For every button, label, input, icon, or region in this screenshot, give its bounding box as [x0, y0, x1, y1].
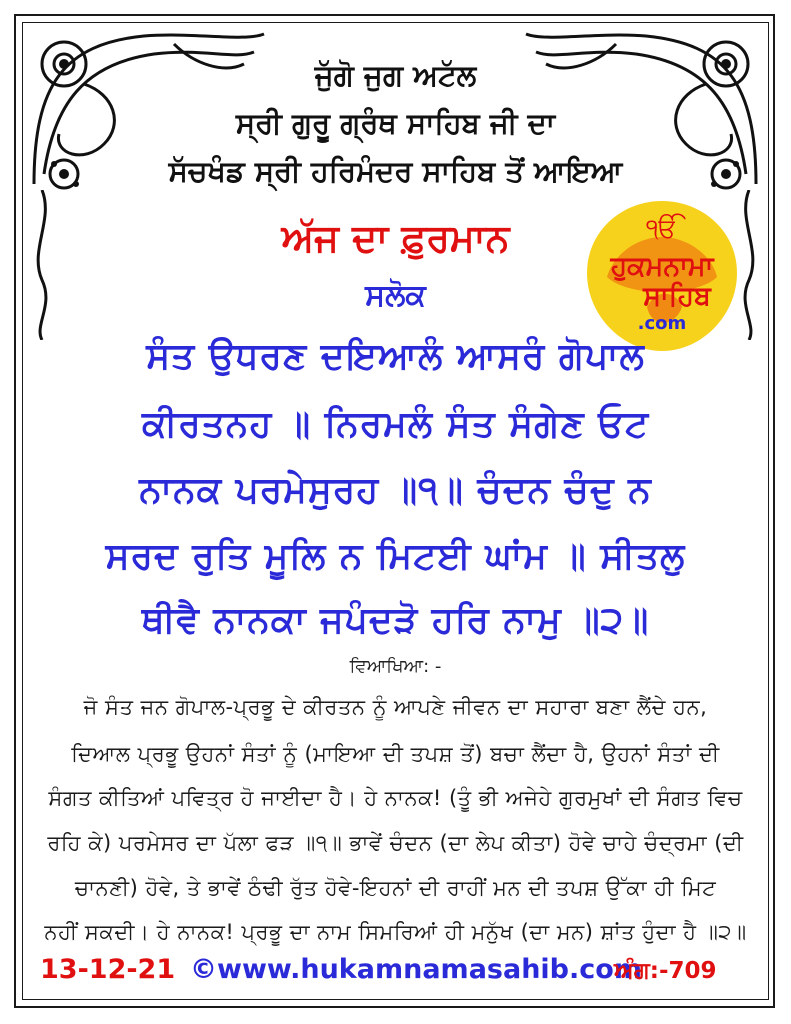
logo-text-2: ਸਾਹਿਬ — [643, 281, 711, 312]
footer-ang-number: ਅੰਗ:-709 — [614, 958, 717, 984]
header-line-3: ਸੱਚਖੰਡ ਸ੍ਰੀ ਹਰਿਮੰਦਰ ਸਾਹਿਬ ਤੋਂ ਆਇਆ — [168, 154, 623, 188]
header-line-2: ਸ੍ਰੀ ਗੁਰੂ ਗ੍ਰੰਥ ਸਾਹਿਬ ਜੀ ਦਾ — [235, 106, 556, 140]
footer-website-link[interactable]: ©www.hukamnamasahib.com — [190, 954, 642, 985]
verse-line-5: ਥੀਵੈ ਨਾਨਕਾ ਜਪੰਦੜੋ ਹਰਿ ਨਾਮੁ ॥੨॥ — [141, 600, 650, 641]
explanation-heading: ਵਿਆਖਿਆ: - — [349, 656, 442, 677]
verse-line-3: ਨਾਨਕ ਪਰਮੇਸੁਰਹ ॥੧॥ ਚੰਦਨ ਚੰਦੁ ਨ — [139, 470, 652, 511]
header-line-1: ਜੁੱਗੋ ਜੁਗ ਅਟੱਲ — [314, 58, 477, 92]
verse-line-1: ਸੰਤ ਉਧਰਣ ਦਇਆਲੰ ਆਸਰੰ ਗੋਪਾਲ — [146, 336, 645, 377]
verse-line-4: ਸਰਦ ਰੁਤਿ ਮੂਲਿ ਨ ਮਿਟਈ ਘਾਂਮ ॥ ਸੀਤਲੁ — [105, 536, 686, 577]
logo-text-3: .com — [637, 313, 687, 334]
footer-date: 13-12-21 — [40, 954, 176, 985]
explanation-line-6: ਨਹੀਂ ਸਕਦੀ। ਹੇ ਨਾਨਕ! ਪ੍ਰਭੂ ਦਾ ਨਾਮ ਸਿਮਰਿਆਂ ਹੀ ਮਨੁੱਖ (ਦਾ ਮਨ) ਸ਼ਾਂਤ ਹੁੰਦਾ ਹੈ ॥੨॥ — [44, 920, 747, 944]
hukamnama-sahib-logo — [577, 197, 747, 355]
side-ornament-left — [24, 190, 64, 340]
explanation-line-3: ਸੰਗਤ ਕੀਤਿਆਂ ਪਵਿਤ੍ਰ ਹੋ ਜਾਈਦਾ ਹੈ। ਹੇ ਨਾਨਕ! (ਤੂੰ ਭੀ ਅਜੇਹੇ ਗੁਰਮੁਖਾਂ ਦੀ ਸੰਗਤ ਵਿਚ — [48, 786, 743, 810]
explanation-line-5: ਚਾਨਣੀ) ਹੋਵੇ, ਤੇ ਭਾਵੇਂ ਠੰਢੀ ਰੁੱਤ ਹੋਵੇ-ਇਹਨਾਂ ਦੀ ਰਾਹੀਂ ਮਨ ਦੀ ਤਪਸ਼ ਉੱਕਾ ਹੀ ਮਿਟ — [74, 876, 717, 900]
page-title: ਅੱਜ ਦਾ ਫ਼ੁਰਮਾਨ — [281, 216, 510, 260]
verse-line-2: ਕੀਰਤਨਹ ॥ ਨਿਰਮਲੰ ਸੰਤ ਸੰਗੇਣ ਓਟ — [141, 404, 650, 445]
explanation-line-2: ਦਿਆਲ ਪ੍ਰਭੂ ਉਹਨਾਂ ਸੰਤਾਂ ਨੂੰ (ਮਾਇਆ ਦੀ ਤਪਸ਼ ਤੋਂ) ਬਚਾ ਲੈਂਦਾ ਹੈ, ਉਹਨਾਂ ਸੰਤਾਂ ਦੀ — [71, 742, 720, 766]
logo-symbol: ੴ — [646, 214, 678, 244]
section-heading: ਸਲੋਕ — [365, 278, 426, 313]
explanation-line-4: ਰਹਿ ਕੇ) ਪਰਮੇਸਰ ਦਾ ਪੱਲਾ ਫੜ ॥੧॥ ਭਾਵੇਂ ਚੰਦਨ (ਦਾ ਲੇਪ ਕੀਤਾ) ਹੋਵੇ ਚਾਹੇ ਚੰਦ੍ਰਮਾ (ਦੀ — [47, 831, 744, 855]
explanation-line-1: ਜੋ ਸੰਤ ਜਨ ਗੋਪਾਲ-ਪ੍ਰਭੂ ਦੇ ਕੀਰਤਨ ਨੂੰ ਆਪਣੇ ਜੀਵਨ ਦਾ ਸਹਾਰਾ ਬਣਾ ਲੈਂਦੇ ਹਨ, — [83, 695, 708, 719]
logo-text-1: ਹੁਕਮਨਾਮਾ — [610, 251, 714, 282]
